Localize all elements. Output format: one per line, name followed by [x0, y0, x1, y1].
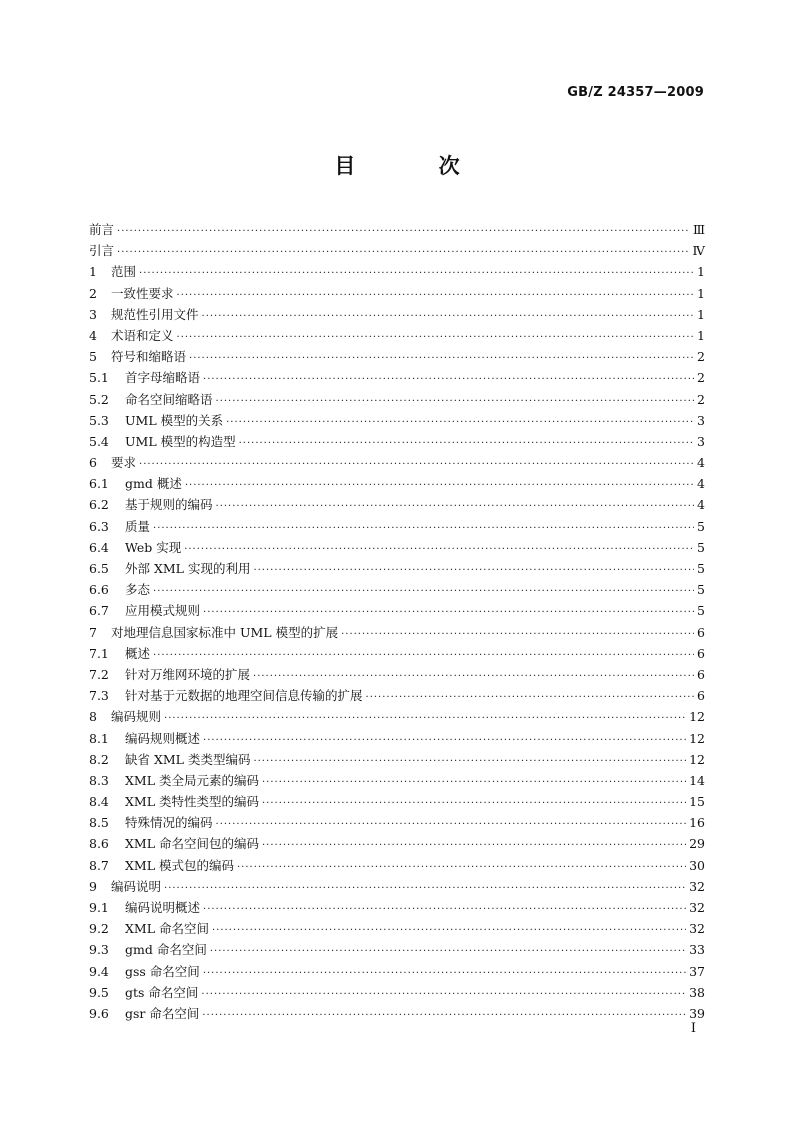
toc-entry-page: 30: [689, 857, 705, 873]
toc-title: 目 次: [334, 154, 498, 178]
toc-entry-page: 39: [689, 1005, 705, 1021]
toc-dot-leader: [117, 221, 690, 242]
toc-entry-page: 29: [689, 836, 705, 852]
toc-entry-number: 8.7: [89, 857, 109, 873]
toc-entry-label: gss 命名空间: [125, 963, 200, 979]
toc-entry[interactable]: [89, 664, 705, 685]
toc-entry[interactable]: [89, 240, 705, 261]
toc-entry[interactable]: [89, 410, 705, 431]
toc-entry-page: 5: [697, 518, 705, 534]
toc-dot-leader: [262, 793, 686, 814]
toc-entry[interactable]: [89, 579, 705, 600]
toc-entry-number: 9.4: [89, 963, 109, 979]
toc-entry[interactable]: [89, 283, 705, 304]
toc-entry-number: 9.2: [89, 921, 109, 937]
toc-entry-number: 1: [89, 264, 97, 280]
toc-entry-label: XML 类特性类型的编码: [125, 794, 259, 810]
toc-dot-leader: [203, 602, 694, 623]
toc-dot-leader: [212, 920, 686, 941]
toc-entry-page: 5: [697, 561, 705, 576]
toc-entry-page: 6: [697, 624, 705, 640]
toc-entry[interactable]: [89, 261, 705, 282]
toc-entry-label: 编码说明: [111, 878, 162, 894]
toc-entry-page: 2: [697, 391, 705, 407]
toc-entry-label: Web 实现: [125, 539, 182, 555]
toc-entry-number: 8.1: [89, 730, 109, 746]
toc-entry-number: 6.4: [89, 539, 109, 555]
toc-entry[interactable]: [89, 325, 705, 346]
toc-dot-leader: [139, 263, 694, 284]
toc-dot-leader: [177, 285, 694, 306]
toc-entry-number: 6.6: [89, 582, 109, 598]
toc-entry-label: gmd 命名空间: [125, 942, 207, 958]
toc-dot-leader: [203, 899, 686, 920]
toc-entry-page: 4: [697, 497, 705, 513]
toc-entry-label: 缺省 XML 类类型编码: [125, 751, 251, 767]
toc-entry-page: 1: [697, 306, 705, 322]
toc-entry[interactable]: [89, 812, 705, 833]
toc-entry-number: 9.6: [89, 1005, 109, 1021]
toc-entry-number: 5.2: [89, 391, 109, 407]
toc-entry-number: 2: [89, 285, 97, 301]
toc-entry-number: 6.1: [89, 476, 109, 492]
toc-entry-label: 编码规则概述: [125, 730, 201, 746]
toc-entry-page: 38: [689, 984, 705, 1000]
toc-entry-number: 5.3: [89, 412, 109, 428]
toc-dot-leader: [201, 984, 686, 1005]
toc-entry-number: 8.5: [89, 815, 109, 831]
toc-entry-label: 规范性引用文件: [111, 306, 199, 322]
toc-entry-number: 6.5: [89, 561, 109, 576]
toc-entry[interactable]: [89, 1003, 705, 1024]
toc-dot-leader: [253, 560, 694, 581]
toc-entry-number: 6.7: [89, 603, 109, 619]
toc-entry-page: 4: [697, 476, 705, 492]
toc-dot-leader: [164, 878, 686, 899]
toc-entry[interactable]: [89, 770, 705, 791]
toc-entry-label: 术语和定义: [111, 327, 174, 343]
toc-dot-leader: [202, 1005, 686, 1026]
toc-entry-page: 32: [689, 878, 705, 894]
toc-entry-number: 7.1: [89, 645, 109, 661]
toc-dot-leader: [239, 433, 694, 454]
toc-entry-page: 2: [697, 349, 705, 365]
toc-dot-leader: [216, 391, 694, 412]
toc-entry[interactable]: [89, 961, 705, 982]
toc-entry[interactable]: [89, 473, 705, 494]
toc-dot-leader: [203, 730, 686, 751]
toc-dot-leader: [177, 327, 694, 348]
document-id: GB/Z 24357—2009: [567, 85, 704, 100]
toc-entry-page: 6: [697, 645, 705, 661]
toc-entry[interactable]: [89, 876, 705, 897]
toc-entry-label: XML 模式包的编码: [125, 857, 234, 873]
toc-entry-label: 符号和缩略语: [111, 349, 187, 365]
toc-dot-leader: [210, 941, 686, 962]
toc-entry-label: 命名空间缩略语: [125, 391, 213, 407]
toc-entry[interactable]: [89, 622, 705, 643]
toc-entry-page: 32: [689, 900, 705, 915]
toc-entry-label: 外部 XML 实现的利用: [125, 561, 251, 576]
toc-entry[interactable]: [89, 749, 705, 770]
toc-entry-page: 12: [689, 730, 705, 746]
toc-entry-page: 16: [689, 815, 705, 831]
toc-entry-label: 编码规则: [111, 709, 162, 725]
toc-dot-leader: [216, 814, 687, 835]
toc-entry-page: 37: [689, 963, 705, 979]
toc-entry-number: 5.4: [89, 433, 109, 449]
toc-dot-leader: [262, 772, 686, 793]
toc-entry-label: 引言: [89, 243, 115, 259]
toc-entry-number: 9.1: [89, 900, 109, 915]
toc-entry-page: Ⅳ: [692, 243, 705, 259]
toc-entry-number: 6.2: [89, 497, 109, 513]
toc-entry-number: 7.3: [89, 688, 109, 704]
toc-entry-label: 针对万维网环境的扩展: [125, 666, 251, 682]
toc-entry-label: UML 模型的构造型: [125, 433, 236, 449]
toc-dot-leader: [366, 687, 694, 708]
toc-entry-number: 5: [89, 349, 97, 365]
toc-dot-leader: [164, 708, 686, 729]
toc-entry[interactable]: [89, 558, 705, 579]
toc-entry-number: 8.4: [89, 794, 109, 810]
toc-entry-label: XML 命名空间包的编码: [125, 836, 259, 852]
toc-dot-leader: [153, 645, 694, 666]
toc-entry-number: 7.2: [89, 666, 109, 682]
toc-entry-page: 4: [697, 455, 705, 471]
toc-entry[interactable]: [89, 537, 705, 558]
toc-entry[interactable]: [89, 389, 705, 410]
toc-entry-page: 14: [689, 772, 705, 788]
toc-entry-number: 3: [89, 306, 97, 322]
toc-dot-leader: [253, 751, 686, 772]
toc-entry[interactable]: [89, 685, 705, 706]
toc-entry[interactable]: [89, 791, 705, 812]
toc-entry-label: XML 命名空间: [125, 921, 209, 937]
toc-list: [89, 219, 705, 1024]
toc-entry-label: 要求: [111, 455, 137, 471]
toc-entry-label: XML 类全局元素的编码: [125, 772, 259, 788]
toc-entry-page: 1: [697, 327, 705, 343]
toc-entry-number: 9: [89, 878, 97, 894]
toc-entry-page: 1: [697, 285, 705, 301]
toc-entry[interactable]: [89, 219, 705, 240]
toc-entry-label: 前言: [89, 222, 115, 237]
toc-entry[interactable]: [89, 855, 705, 876]
toc-entry-number: 9.3: [89, 942, 109, 958]
toc-entry[interactable]: [89, 431, 705, 452]
toc-dot-leader: [139, 454, 694, 475]
toc-entry-label: 特殊情况的编码: [125, 815, 213, 831]
toc-entry-number: 6.3: [89, 518, 109, 534]
toc-entry[interactable]: [89, 304, 705, 325]
toc-dot-leader: [184, 539, 694, 560]
toc-entry-page: 2: [697, 370, 705, 386]
toc-dot-leader: [117, 242, 689, 263]
toc-entry-page: 5: [697, 582, 705, 598]
toc-entry[interactable]: [89, 918, 705, 939]
toc-entry-page: 3: [697, 433, 705, 449]
toc-entry[interactable]: [89, 897, 705, 918]
toc-entry-label: 一致性要求: [111, 285, 174, 301]
toc-entry-page: 5: [697, 539, 705, 555]
toc-entry-number: 5.1: [89, 370, 109, 386]
toc-entry-label: 基于规则的编码: [125, 497, 213, 513]
toc-dot-leader: [216, 496, 694, 517]
toc-entry-label: 质量: [125, 518, 151, 534]
toc-dot-leader: [226, 412, 694, 433]
toc-entry-number: 8: [89, 709, 97, 725]
toc-entry[interactable]: [89, 706, 705, 727]
toc-entry-label: 范围: [111, 264, 137, 280]
toc-entry[interactable]: [89, 346, 705, 367]
toc-entry-label: gts 命名空间: [125, 984, 199, 1000]
toc-entry-page: 15: [689, 794, 705, 810]
toc-dot-leader: [203, 369, 694, 390]
toc-entry-label: 概述: [125, 645, 151, 661]
toc-dot-leader: [341, 624, 694, 645]
toc-entry[interactable]: [89, 367, 705, 388]
toc-entry-label: 首字母缩略语: [125, 370, 201, 386]
toc-entry-page: 12: [689, 709, 705, 725]
toc-entry-page: 32: [689, 921, 705, 937]
page-number: Ⅰ: [690, 1021, 696, 1036]
toc-entry-number: 4: [89, 327, 97, 343]
toc-entry[interactable]: [89, 600, 705, 621]
toc-entry[interactable]: [89, 939, 705, 960]
toc-dot-leader: [253, 666, 694, 687]
toc-entry[interactable]: [89, 452, 705, 473]
toc-entry[interactable]: [89, 494, 705, 515]
toc-entry[interactable]: [89, 643, 705, 664]
toc-dot-leader: [202, 306, 694, 327]
toc-entry[interactable]: [89, 516, 705, 537]
toc-entry-label: 应用模式规则: [125, 603, 201, 619]
toc-entry-number: 8.3: [89, 772, 109, 788]
toc-entry-label: 对地理信息国家标准中 UML 模型的扩展: [111, 624, 339, 640]
toc-dot-leader: [237, 857, 686, 878]
toc-entry-number: 6: [89, 455, 97, 471]
toc-dot-leader: [153, 581, 694, 602]
toc-entry-label: gmd 概述: [125, 476, 182, 492]
toc-entry-page: 6: [697, 688, 705, 704]
toc-entry-page: 3: [697, 412, 705, 428]
toc-entry-page: 1: [697, 264, 705, 280]
toc-entry[interactable]: [89, 728, 705, 749]
toc-dot-leader: [203, 963, 686, 984]
toc-dot-leader: [262, 835, 686, 856]
toc-entry-label: gsr 命名空间: [125, 1005, 200, 1021]
toc-entry-page: 33: [689, 942, 705, 958]
toc-entry-number: 9.5: [89, 984, 109, 1000]
toc-dot-leader: [185, 475, 694, 496]
toc-entry-number: 7: [89, 624, 97, 640]
toc-dot-leader: [153, 518, 694, 539]
toc-entry-page: Ⅲ: [692, 222, 705, 237]
toc-entry-page: 5: [697, 603, 705, 619]
toc-entry-number: 8.2: [89, 751, 109, 767]
toc-entry[interactable]: [89, 833, 705, 854]
toc-entry-page: 12: [689, 751, 705, 767]
toc-entry-label: 编码说明概述: [125, 900, 201, 915]
toc-entry-label: 多态: [125, 582, 151, 598]
toc-entry-number: 8.6: [89, 836, 109, 852]
toc-entry-label: 针对基于元数据的地理空间信息传输的扩展: [125, 688, 363, 704]
toc-entry[interactable]: [89, 982, 705, 1003]
toc-dot-leader: [189, 348, 694, 369]
toc-entry-page: 6: [697, 666, 705, 682]
toc-entry-label: UML 模型的关系: [125, 412, 224, 428]
